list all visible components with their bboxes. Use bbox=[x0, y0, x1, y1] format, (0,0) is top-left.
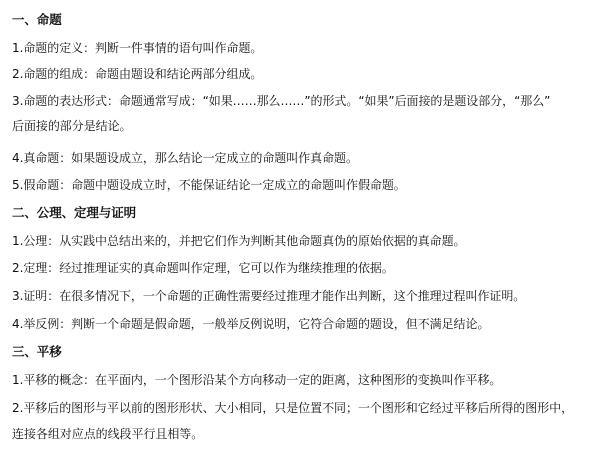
paragraph-proposition-definition: 1.命题的定义：判断一件事情的语句叫作命题。 bbox=[12, 41, 263, 55]
section-heading-axioms-theorems-proofs: 二、公理、定理与证明 bbox=[12, 205, 137, 220]
paragraph-false-proposition: 5.假命题：命题中题设成立时，不能保证结论一定成立的命题叫作假命题。 bbox=[12, 178, 406, 192]
paragraph-theorem: 2.定理：经过推理证实的真命题叫作定理，它可以作为继续推理的依据。 bbox=[12, 261, 394, 275]
paragraph-translation-concept: 1.平移的概念：在平面内，一个图形沿某个方向移动一定的距离，这种图形的变换叫作平移。 bbox=[12, 373, 502, 387]
paragraph-axiom: 1.公理：从实践中总结出来的，并把它们作为判断其他命题真伪的原始依据的真命题。 bbox=[12, 234, 466, 248]
paragraph-proposition-form-line2: 后面接的部分是结论。 bbox=[12, 119, 132, 133]
section-heading-translation: 三、平移 bbox=[12, 344, 62, 359]
paragraph-proposition-components: 2.命题的组成：命题由题设和结论两部分组成。 bbox=[12, 67, 263, 81]
paragraph-counterexample: 4.举反例：判断一个命题是假命题，一般举反例说明，它符合命题的题设，但不满足结论。 bbox=[12, 317, 490, 331]
paragraph-translation-properties-line2: 连接各组对应点的线段平行且相等。 bbox=[12, 427, 204, 441]
paragraph-true-proposition: 4.真命题：如果题设成立，那么结论一定成立的命题叫作真命题。 bbox=[12, 151, 358, 165]
section-heading-propositions: 一、命题 bbox=[12, 12, 62, 27]
paragraph-proof: 3.证明：在很多情况下，一个命题的正确性需要经过推理才能作出判断，这个推理过程叫作证明。 bbox=[12, 289, 526, 303]
paragraph-translation-properties-line1: 2.平移后的图形与平以前的图形形状、大小相同，只是位置不同；一个图形和它经过平移后所得的图形中， bbox=[12, 401, 574, 415]
paragraph-proposition-form-line1: 3.命题的表达形式：命题通常写成：“如果……那么……”的形式。“如果”后面接的是题设部分，“那么” bbox=[12, 94, 551, 108]
